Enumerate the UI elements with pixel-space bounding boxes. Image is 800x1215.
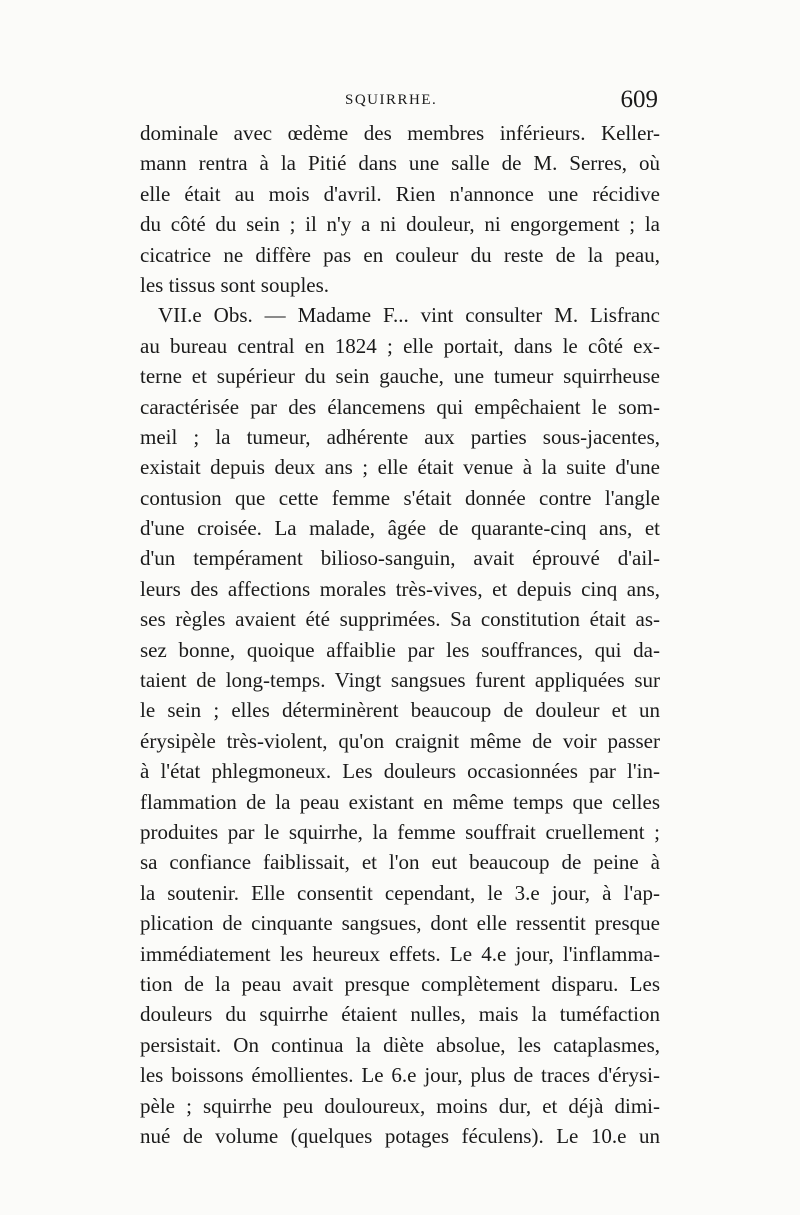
text-line: persistait. On continua la diète absolue, les cataplasmes, [140,1032,660,1057]
running-head [140,86,660,116]
text-line: à l'état phlegmoneux. Les douleurs occasionnées par l'in- [140,759,660,784]
text-line: dominale avec œdème des membres inférieurs. Keller- [140,121,660,145]
text-line: les tissus sont souples. [140,272,330,297]
running-title: SQUIRRHE. [345,92,438,108]
text-line: terne et supérieur du sein gauche, une tumeur squirrheuse [140,364,660,389]
text-line: la soutenir. Elle consentit cependant, le 3.e jour, à l'ap- [140,880,660,905]
text-line: douleurs du squirrhe étaient nulles, mais la tuméfaction [140,1002,660,1027]
text-line: produites par le squirrhe, la femme souffrait cruellement ; [140,819,660,844]
text-line: pèle ; squirrhe peu douloureux, moins dur, et déjà dimi- [140,1093,660,1118]
text-line: flammation de la peau existant en même temps que celles [140,789,660,814]
text-line: érysipèle très-violent, qu'on craignit même de voir passer [140,728,660,753]
text-line: existait depuis deux ans ; elle était venue à la suite d'une [140,455,660,480]
observation-heading-line: VII.e Obs. — Madame F... vint consulter M. Lisfranc [158,303,660,328]
text-line: elle était au mois d'avril. Rien n'annonce une récidive [140,181,660,206]
text-line: d'un tempérament bilioso-sanguin, avait éprouvé d'ail- [140,546,660,571]
text-line: contusion que cette femme s'était donnée contre l'angle [140,485,660,510]
text-line: plication de cinquante sangsues, dont elle ressentit presque [140,911,660,936]
text-line: le sein ; elles déterminèrent beaucoup de douleur et un [140,698,660,723]
text-line: nué de volume (quelques potages féculens). Le 10.e un [140,1123,660,1148]
text-line: taient de long-temps. Vingt sangsues furent appliquées sur [140,668,660,693]
text-line: d'une croisée. La malade, âgée de quarante-cinq ans, et [140,516,660,541]
text-line: meil ; la tumeur, adhérente aux parties sous-jacentes, [140,424,660,449]
text-line: ses règles avaient été supprimées. Sa constitution était as- [140,607,660,632]
text-line: du côté du sein ; il n'y a ni douleur, ni engorgement ; la [140,212,660,237]
text-line: mann rentra à la Pitié dans une salle de M. Serres, où [140,151,660,176]
page-number: 609 [620,86,658,113]
text-line: tion de la peau avait presque complètement disparu. Les [140,971,660,996]
text-line: leurs des affections morales très-vives, et depuis cinq ans, [140,576,660,601]
text-line: sez bonne, quoique affaiblie par les souffrances, qui da- [140,637,660,662]
text-line: caractérisée par des élancemens qui empêchaient le som- [140,394,660,419]
text-line: les boissons émollientes. Le 6.e jour, plus de traces d'érysi- [140,1063,660,1088]
text-line: cicatrice ne diffère pas en couleur du reste de la peau, [140,242,660,267]
text-line: au bureau central en 1824 ; elle portait, dans le côté ex- [140,333,660,358]
body-text [140,118,660,1151]
text-line: immédiatement les heureux effets. Le 4.e jour, l'inflamma- [140,941,660,966]
text-line: sa confiance faiblissait, et l'on eut beaucoup de peine à [140,850,660,875]
